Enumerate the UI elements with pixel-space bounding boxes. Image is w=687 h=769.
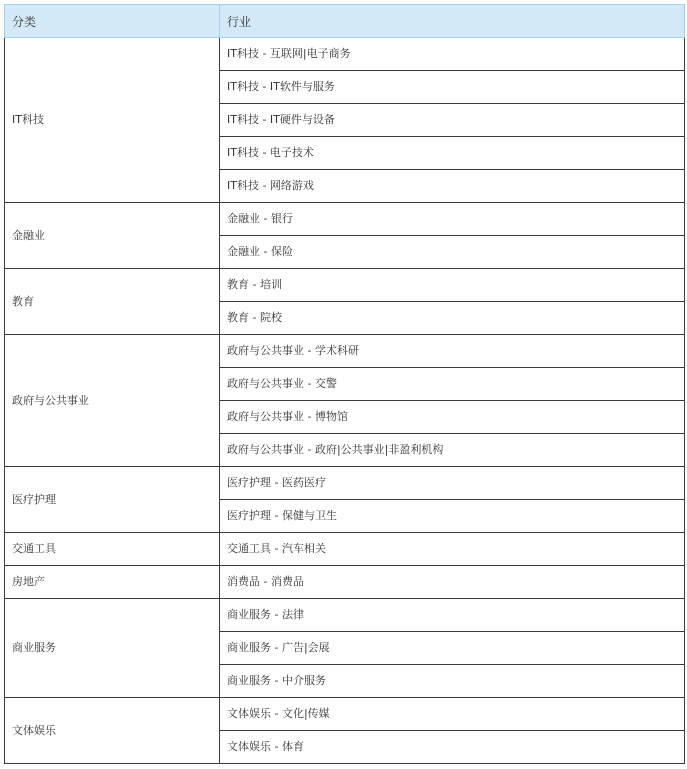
table-row xyxy=(5,698,685,731)
industry-cell: 医疗护理 - 保健与卫生 xyxy=(220,500,685,533)
industry-cell: 交通工具 - 汽车相关 xyxy=(220,533,685,566)
table-row xyxy=(5,566,685,599)
industry-cell: 文体娱乐 - 体育 xyxy=(220,731,685,764)
table-body xyxy=(5,38,685,764)
industry-cell: 教育 - 院校 xyxy=(220,302,685,335)
industry-cell: 商业服务 - 广告|会展 xyxy=(220,632,685,665)
table-row xyxy=(5,335,685,368)
table-row xyxy=(5,599,685,632)
industry-cell: 文体娱乐 - 文化|传媒 xyxy=(220,698,685,731)
industry-cell: 商业服务 - 法律 xyxy=(220,599,685,632)
industry-cell: 消费品 - 消费品 xyxy=(220,566,685,599)
industry-cell: 政府与公共事业 - 交警 xyxy=(220,368,685,401)
table-row xyxy=(5,269,685,302)
category-cell: 政府与公共事业 xyxy=(5,335,220,467)
industry-cell: 商业服务 - 中介服务 xyxy=(220,665,685,698)
table-row xyxy=(5,533,685,566)
industry-cell: IT科技 - 网络游戏 xyxy=(220,170,685,203)
industry-cell: IT科技 - 电子技术 xyxy=(220,137,685,170)
category-cell: 文体娱乐 xyxy=(5,698,220,764)
category-cell: 交通工具 xyxy=(5,533,220,566)
industry-cell: 金融业 - 保险 xyxy=(220,236,685,269)
table-row xyxy=(5,203,685,236)
industry-cell: 政府与公共事业 - 政府|公共事业|非盈利机构 xyxy=(220,434,685,467)
table-header-row xyxy=(5,5,685,38)
industry-cell: 政府与公共事业 - 学术科研 xyxy=(220,335,685,368)
category-cell: 金融业 xyxy=(5,203,220,269)
industry-cell: IT科技 - IT软件与服务 xyxy=(220,71,685,104)
industry-cell: 金融业 - 银行 xyxy=(220,203,685,236)
category-cell: 医疗护理 xyxy=(5,467,220,533)
category-cell: 商业服务 xyxy=(5,599,220,698)
table-row xyxy=(5,38,685,71)
industry-cell: 政府与公共事业 - 博物馆 xyxy=(220,401,685,434)
category-cell: IT科技 xyxy=(5,38,220,203)
table-row xyxy=(5,467,685,500)
category-cell: 教育 xyxy=(5,269,220,335)
category-column-header: 分类 xyxy=(5,5,220,38)
industry-cell: IT科技 - IT硬件与设备 xyxy=(220,104,685,137)
industry-cell: 医疗护理 - 医药医疗 xyxy=(220,467,685,500)
industry-cell: 教育 - 培训 xyxy=(220,269,685,302)
industry-table xyxy=(4,4,685,764)
industry-column-header: 行业 xyxy=(220,5,685,38)
category-cell: 房地产 xyxy=(5,566,220,599)
industry-cell: IT科技 - 互联网|电子商务 xyxy=(220,38,685,71)
